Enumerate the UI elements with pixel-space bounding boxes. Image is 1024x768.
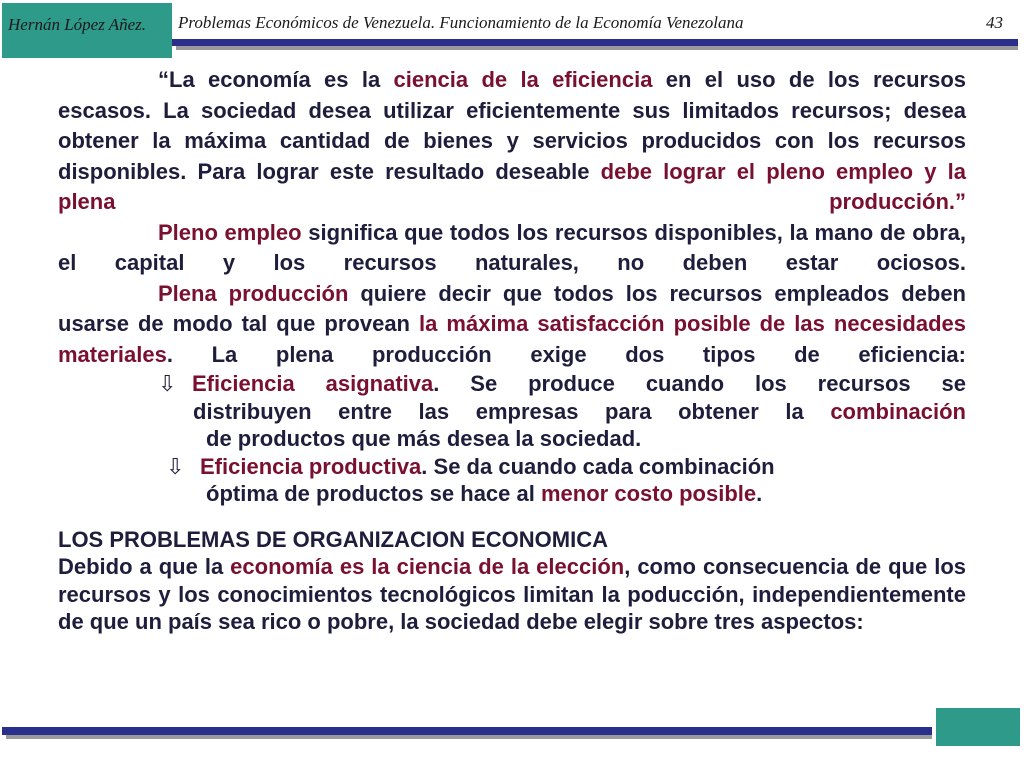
bullet-item-asignativa <box>58 370 966 398</box>
bullet-text-6: . <box>756 481 763 506</box>
bullet-text-3: de productos que más desea la sociedad. <box>206 426 642 451</box>
slide-body <box>58 65 966 636</box>
down-arrow-outline-icon: ⇩ <box>166 453 185 479</box>
down-arrow-outline-icon: ⇩ <box>158 371 177 396</box>
organizacion-highlight: economía es la ciencia de la elección <box>230 554 625 579</box>
bullet-text-5: óptima de productos se hace al <box>206 481 541 506</box>
pleno-empleo-paragraph <box>58 218 966 279</box>
bullet-text-4: . Se da cuando cada combinación <box>421 453 775 479</box>
plena-produccion-highlight: la máxima satisfacción posible de las necesidades materiales <box>58 311 966 367</box>
bullet-term-asignativa: Eficiencia asignativa <box>192 371 434 396</box>
plena-produccion-paragraph <box>58 279 966 371</box>
bullet-list <box>58 370 966 508</box>
quote-text: “La economía es la <box>158 67 394 92</box>
author-box <box>2 3 172 58</box>
organizacion-paragraph <box>58 553 966 636</box>
pleno-empleo-text: significa que todos los recursos disponibles, la mano de obra, el capital y los recursos naturales, no deben estar ociosos. <box>58 219 966 275</box>
top-divider-shadow <box>176 46 1018 50</box>
spacer <box>58 508 966 526</box>
pleno-empleo-term: Pleno empleo <box>158 219 302 245</box>
quote-highlight-2: debe lograr el pleno empleo y la plena producción.” <box>58 158 967 214</box>
section-heading: LOS PROBLEMAS DE ORGANIZACION ECONOMICA <box>58 526 609 552</box>
bullet-continuation-2 <box>58 425 966 453</box>
bottom-divider-shadow <box>6 735 932 739</box>
bullet-item-productiva <box>58 453 966 481</box>
bullet-term-productiva: Eficiencia productiva <box>200 453 422 479</box>
bullet-continuation-3 <box>58 480 966 508</box>
bullet-highlight: combinación <box>830 398 966 424</box>
plena-produccion-term: Plena producción <box>158 280 349 306</box>
bullet-highlight-2: menor costo posible <box>540 481 757 506</box>
corner-box <box>936 708 1020 746</box>
plena-produccion-text-2: . La plena producción exige dos tipos de eficiencia: <box>166 341 966 367</box>
organizacion-text: Debido a que la <box>58 554 231 579</box>
author-name: Hernán López Añez. <box>8 15 147 34</box>
plena-produccion-text: quiere decir que todos los recursos empleados deben usarse de modo tal que provean <box>58 280 966 336</box>
top-divider-bar <box>172 39 1018 46</box>
bullet-text: . Se produce cuando los recursos se <box>433 371 967 396</box>
bullet-continuation <box>58 398 966 426</box>
header-title: Problemas Económicos de Venezuela. Funcionamiento de la Economía Venezolana <box>178 13 744 32</box>
bullet-text-2: distribuyen entre las empresas para obtener la <box>193 398 831 424</box>
page-number: 43 <box>986 13 1003 32</box>
organizacion-text-2: , como consecuencia de que los recursos y los conocimientos tecnológicos limitan la poducción, independientemente de que un país sea rico o pobre, la sociedad debe elegir sobre tres aspectos: <box>58 554 967 634</box>
quote-highlight: ciencia de la eficiencia <box>393 67 653 92</box>
organizacion-section <box>58 526 966 636</box>
quote-paragraph <box>58 65 966 218</box>
quote-text-2: en el uso de los recursos escasos. La sociedad desea utilizar eficientemente sus limitados recursos; desea obtener la máxima cantidad de bienes y servicios producidos con los recursos disponibles. Para lograr este resultado deseable <box>58 67 966 184</box>
bottom-divider-bar <box>2 727 932 735</box>
